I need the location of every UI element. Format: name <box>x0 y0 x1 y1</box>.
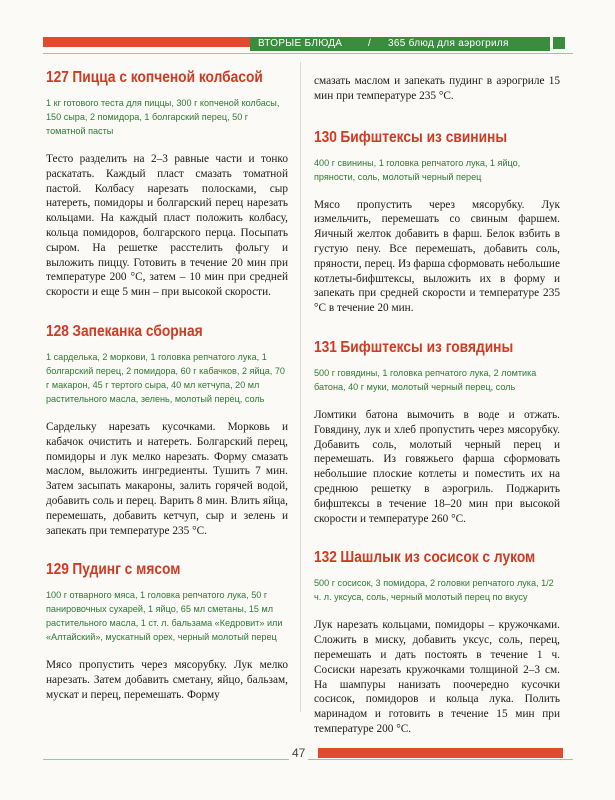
column-divider <box>300 62 301 712</box>
recipe-method: Тесто разделить на 2–3 равные части и тонко раскатать. Каждый пласт смазать томатной пастой. Колбасу нарезать полосками, сыр натереть, помидоры и болгарский перец нарезать кольцами. На каждый пласт положить колбасу, кольца помидоров, болгарского перца. Посыпать сыром. На решетке расстелить фольгу и выложить пиццу. Готовить в течение 20 мин при температуре 200 °С, затем – 10 мин при средней скорости и еще 5 мин – при высокой скорости. <box>46 153 288 299</box>
recipe-ingredients: 500 г говядины, 1 головка репчатого лука, 2 ломтика батона, 40 г муки, молотый черный перец, соль <box>314 367 537 392</box>
recipe-127 <box>46 68 288 300</box>
recipe-129 <box>46 560 288 702</box>
recipe-131 <box>314 338 560 526</box>
recipe-132 <box>314 548 560 736</box>
recipe-title: 131 Бифштексы из говядины <box>314 338 514 356</box>
recipe-title: 130 Бифштексы из свинины <box>314 128 508 146</box>
header-book-title: 365 блюд для аэрогриля <box>388 38 509 49</box>
recipe-method: Мясо пропустить через мясорубку. Лук измельчить, перемешать со свиным фаршем. Яичный желток добавить в фарш. Белок взбить в густую пену. Все перемешать, добавить соль, пряности, перец. Из фарша сформовать небольшие котлеты-бифштексы, выложить их в форму и запекать при средней скорости и температуре 235 °С в течение 20 мин. <box>314 198 560 315</box>
recipe-ingredients: 1 кг готового теста для пиццы, 300 г копченой колбасы, 150 сыра, 2 помидора, 1 болгарский перец, 50 г томатной пасты <box>46 98 280 136</box>
recipe-title: 127 Пицца с копченой колбасой <box>46 69 263 86</box>
header-separator: / <box>368 38 372 49</box>
recipe-method: Мясо пропустить через мясорубку. Лук мелко нарезать. Затем добавить сметану, яйцо, бальзам, мускат и перец, перемешать. Форму <box>46 659 288 701</box>
recipe-ingredients: 1 сарделька, 2 моркови, 1 головка репчатого лука, 1 болгарский перец, 2 помидора, 60 г кабачков, 2 яйца, 70 г макарон, 45 г тертого сыра, 40 мл кетчупа, 20 мл растительного масла, зелень, молотый перец, соль <box>46 351 285 404</box>
header-section: ВТОРЫЕ БЛЮДА <box>258 38 343 49</box>
footer-red-bar <box>318 748 563 758</box>
page-number: 47 <box>289 746 308 760</box>
recipe-title: 129 Пудинг с мясом <box>46 561 181 579</box>
recipe-ingredients: 500 г сосисок, 3 помидора, 2 головки репчатого лука, 1/2 ч. л. уксуса, соль, черный молотый перец по вкусу <box>314 578 554 603</box>
header-rule <box>43 53 573 54</box>
header-green-bar <box>250 37 550 51</box>
right-column <box>314 74 560 753</box>
header-square <box>553 37 565 49</box>
recipe-title: 132 Шашлык из сосисок с луком <box>314 549 536 567</box>
recipe-title: 128 Запеканка сборная <box>46 322 203 340</box>
recipe-method: Сардельку нарезать кусочками. Морковь и кабачок очистить и натереть. Болгарский перец, помидоры и лук мелко нарезать. Форму смазать маслом, выложить ингредиенты. Тушить 7 мин. Затем засыпать макароны, залить горячей водой, добавить соль и перец. Варить 8 мин. Влить яйца, перемешать, добавить кетчуп, сыр и зелень и запекать при температуре 235 °С. <box>46 420 288 537</box>
header-red-bar <box>43 37 250 47</box>
recipe-128 <box>46 322 288 538</box>
recipe-ingredients: 400 г свинины, 1 головка репчатого лука, 1 яйцо, пряности, соль, молотый черный перец <box>314 157 521 182</box>
recipe-method: Ломтики батона вымочить в воде и отжать. Говядину, лук и хлеб пропустить через мясорубку. Добавить соль, молотый черный перец и перемешать. Из говяжьего фарша сформовать небольшие плоские котлеты и поместить их на среднюю решетку в аэрогриль. Поджарить бифштексы в течение 18–20 мин при высокой скорости и температуре 260 °С. <box>314 408 560 525</box>
recipe-continuation: смазать маслом и запекать пудинг в аэрогриле 15 мин при температуре 235 °С. <box>314 75 560 102</box>
recipe-ingredients: 100 г отварного мяса, 1 головка репчатого лука, 50 г панировочных сухарей, 1 яйцо, 65 мл сметаны, 15 мл растительного масла, 1 ст. л. бальзама «Кедровит» или «Алтайский», мускатный орех, черный молотый перец <box>46 590 283 643</box>
recipe-method: Лук нарезать кольцами, помидоры – кружочками. Сложить в миску, добавить уксус, соль, перец, перемешать и дать постоять в течение 1 ч. Сосиски нарезать кружочками толщиной 2–3 см. На шампуры нанизать поочередно кусочки сосисок, помидоров и кольца лука. Полить маринадом и готовить в течение 15 мин при температуре 200 °С. <box>314 619 560 735</box>
left-column <box>46 68 288 719</box>
recipe-130 <box>314 128 560 316</box>
